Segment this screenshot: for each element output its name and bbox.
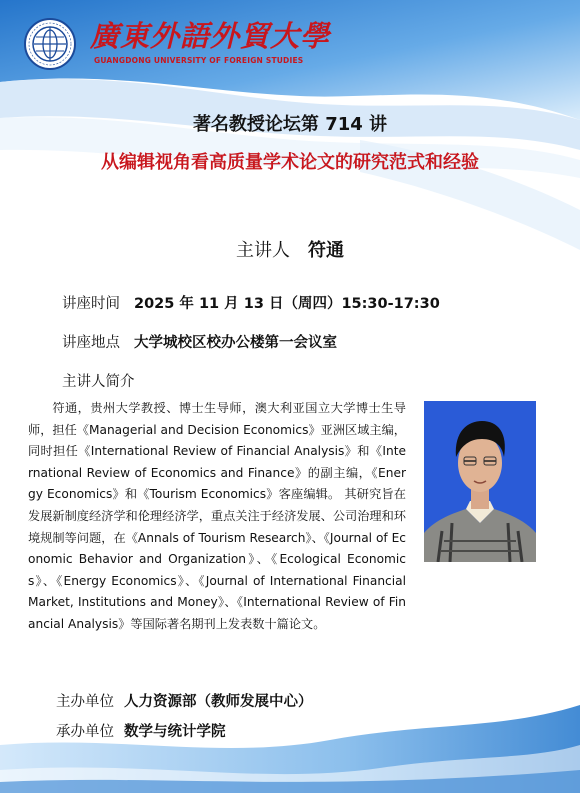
co-organizer-value: 数学与统计学院 xyxy=(124,724,226,740)
university-name-english: GUANGDONG UNIVERSITY OF FOREIGN STUDIES xyxy=(94,56,304,65)
speaker-bio xyxy=(28,398,406,636)
speaker-bio-text: 符通，贵州大学教授、博士生导师，澳大利亚国立大学博士生导师，担任《Managerial and Decision Economics》亚洲区域主编，同时担任《International Review of Financial Analysis》和《International Review of Economics and Finance》的副主编，《Energy Economics》和《Tourism Economics》客座编辑。 其研究旨在发展新制度经济学和伦理经济学，重点关注于经济发展、公司治理和环境规制等问题，在《Annals of Tourism Research》、《Journal of Economic Behavior and Organization》、《Ecological Economics》、《Energy Economics》、《Journal of International Financial Market, Institutions and Money》、《International Review of Financial Analysis》等国际著名期刊上发表数十篇论文。 xyxy=(28,401,406,631)
speaker-label: 主讲人 xyxy=(236,240,290,261)
speaker-intro-heading: 主讲人简介 xyxy=(62,374,135,390)
lecture-place-value: 大学城校区校办公楼第一会议室 xyxy=(134,335,337,351)
lecture-time-label: 讲座时间 xyxy=(62,296,120,312)
co-organizer-row xyxy=(56,720,226,741)
lecture-time-row xyxy=(62,292,440,313)
university-seal-icon xyxy=(24,18,76,70)
lecture-time-value: 2025 年 11 月 13 日（周四）15:30-17:30 xyxy=(134,296,440,312)
university-name-chinese: 廣東外語外貿大學 xyxy=(90,19,331,53)
lecture-place-label: 讲座地点 xyxy=(62,335,120,351)
talk-title: 从编辑视角看高质量学术论文的研究范式和经验 xyxy=(101,152,479,173)
co-organizer-label: 承办单位 xyxy=(56,724,114,740)
lecture-place-row xyxy=(62,331,337,352)
host-organizer-value: 人力资源部（教师发展中心） xyxy=(124,694,313,710)
host-organizer-label: 主办单位 xyxy=(56,694,114,710)
host-organizer-row xyxy=(56,690,313,711)
speaker-name: 符通 xyxy=(308,240,344,261)
forum-series-title: 著名教授论坛第 714 讲 xyxy=(192,114,388,135)
speaker-photo xyxy=(424,401,536,562)
speaker-line xyxy=(0,236,580,262)
